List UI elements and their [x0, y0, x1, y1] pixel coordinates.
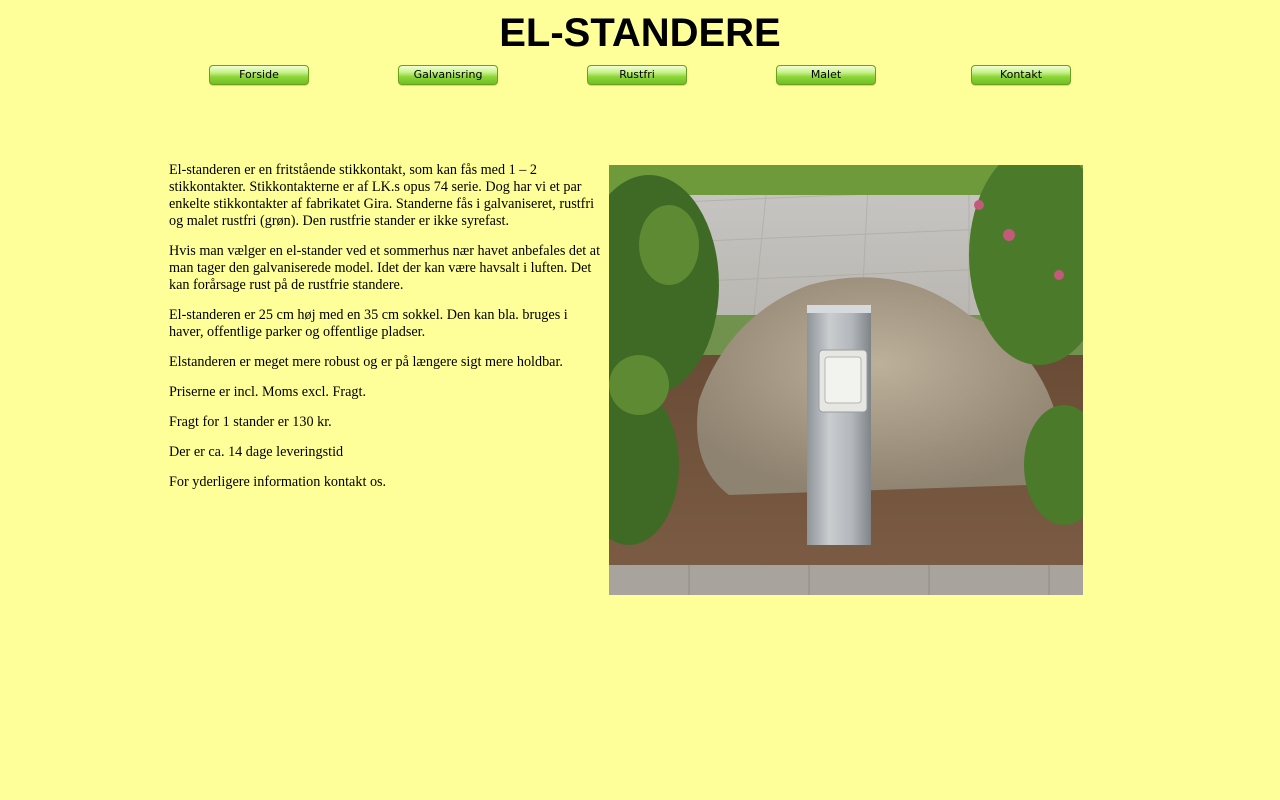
- paragraph-dimensions: El-standeren er 25 cm høj med en 35 cm sokkel. Den kan bla. bruges i haver, offentlige parker og offentlige pladser.: [169, 307, 568, 340]
- paragraph-delivery: Der er ca. 14 dage leveringstid: [169, 444, 344, 460]
- page-title: EL-STANDERE: [499, 11, 781, 55]
- nav-button-rustfri[interactable]: Rustfri: [587, 65, 687, 85]
- paragraph-prices: Priserne er incl. Moms excl. Fragt.: [169, 384, 367, 400]
- nav-button-malet[interactable]: Malet: [776, 65, 876, 85]
- paragraph-freight: Fragt for 1 stander er 130 kr.: [169, 414, 332, 430]
- nav-button-galvanisring[interactable]: Galvanisring: [398, 65, 498, 85]
- paragraph-contact: For yderligere information kontakt os.: [169, 474, 387, 490]
- nav-button-forside[interactable]: Forside: [209, 65, 309, 85]
- paragraph-durability: Elstanderen er meget mere robust og er på længere sigt mere holdbar.: [169, 354, 563, 370]
- paragraph-description: El-standeren er en fritstående stikkontakt, som kan fås med 1 – 2 stikkontakter. Stikkontakterne er af LK.s opus 74 serie. Dog har vi et par enkelte stikkontakter af fabrikatet Gira. Standerne fås i galvaniseret, rustfri og malet rustfri (grøn). Den rustfrie stander er ikke syrefast.: [169, 162, 595, 229]
- paragraph-seaside-advice: Hvis man vælger en el-stander ved et sommerhus nær havet anbefales det at man tager den galvaniserede model. Idet der kan være havsalt i luften. Det kan forårsage rust på de rustfrie standere.: [169, 243, 601, 293]
- nav-button-kontakt[interactable]: Kontakt: [971, 65, 1071, 85]
- content-text: [169, 162, 604, 504]
- el-stander-photo: [609, 165, 1083, 595]
